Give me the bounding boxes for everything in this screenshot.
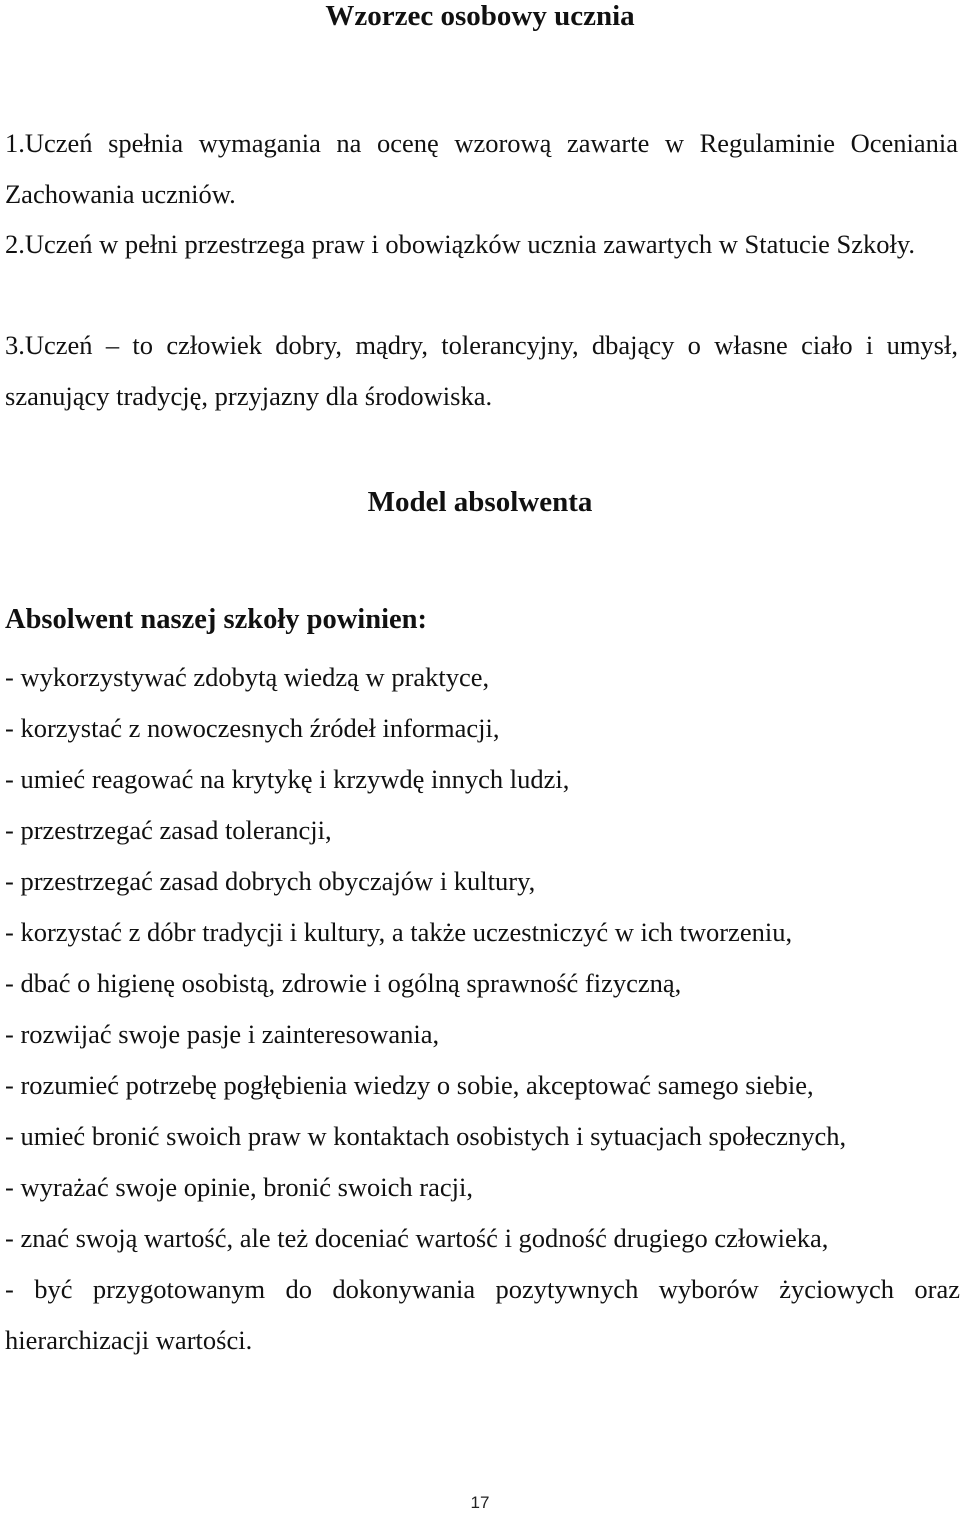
list-item: - przestrzegać zasad tolerancji, bbox=[5, 815, 332, 845]
list-item: - umieć reagować na krytykę i krzywdę innych ludzi, bbox=[5, 764, 570, 794]
paragraph-3: 3.Uczeń – to człowiek dobry, mądry, tolerancyjny, dbający o własne ciało i umysł, szanujący tradycję, przyjazny dla środowiska. bbox=[5, 330, 958, 411]
list-item: - umieć bronić swoich praw w kontaktach osobistych i sytuacjach społecznych, bbox=[5, 1121, 847, 1151]
list-item: - korzystać z dóbr tradycji i kultury, a także uczestniczyć w ich tworzeniu, bbox=[5, 917, 793, 947]
list-item: - korzystać z nowoczesnych źródeł informacji, bbox=[5, 713, 500, 743]
section-title: Model absolwenta bbox=[367, 486, 593, 518]
list-item: - wykorzystywać zdobytą wiedzą w praktyce, bbox=[5, 662, 490, 692]
graduate-requirements-list bbox=[5, 652, 960, 1366]
page-number: 17 bbox=[470, 1493, 490, 1512]
list-item: - rozumieć potrzebę pogłębienia wiedzy o sobie, akceptować samego siebie, bbox=[5, 1070, 814, 1100]
list-item: - przestrzegać zasad dobrych obyczajów i kultury, bbox=[5, 866, 536, 896]
list-item: - znać swoją wartość, ale też doceniać wartość i godność drugiego człowieka, bbox=[5, 1223, 829, 1253]
document-title: Wzorzec osobowy ucznia bbox=[325, 0, 635, 32]
list-item: - wyrażać swoje opinie, bronić swoich racji, bbox=[5, 1172, 473, 1202]
paragraph-2: 2.Uczeń w pełni przestrzega praw i obowiązków ucznia zawartych w Statucie Szkoły. bbox=[5, 229, 915, 259]
list-item: - dbać o higienę osobistą, zdrowie i ogólną sprawność fizyczną, bbox=[5, 968, 682, 998]
paragraph-1: 1.Uczeń spełnia wymagania na ocenę wzorową zawarte w Regulaminie Oceniania Zachowania uczniów. bbox=[5, 128, 958, 209]
list-item: - być przygotowanym do dokonywania pozytywnych wyborów życiowych oraz hierarchizacji wartości. bbox=[5, 1274, 960, 1355]
list-intro: Absolwent naszej szkoły powinien: bbox=[5, 604, 427, 635]
list-item: - rozwijać swoje pasje i zainteresowania, bbox=[5, 1019, 440, 1049]
